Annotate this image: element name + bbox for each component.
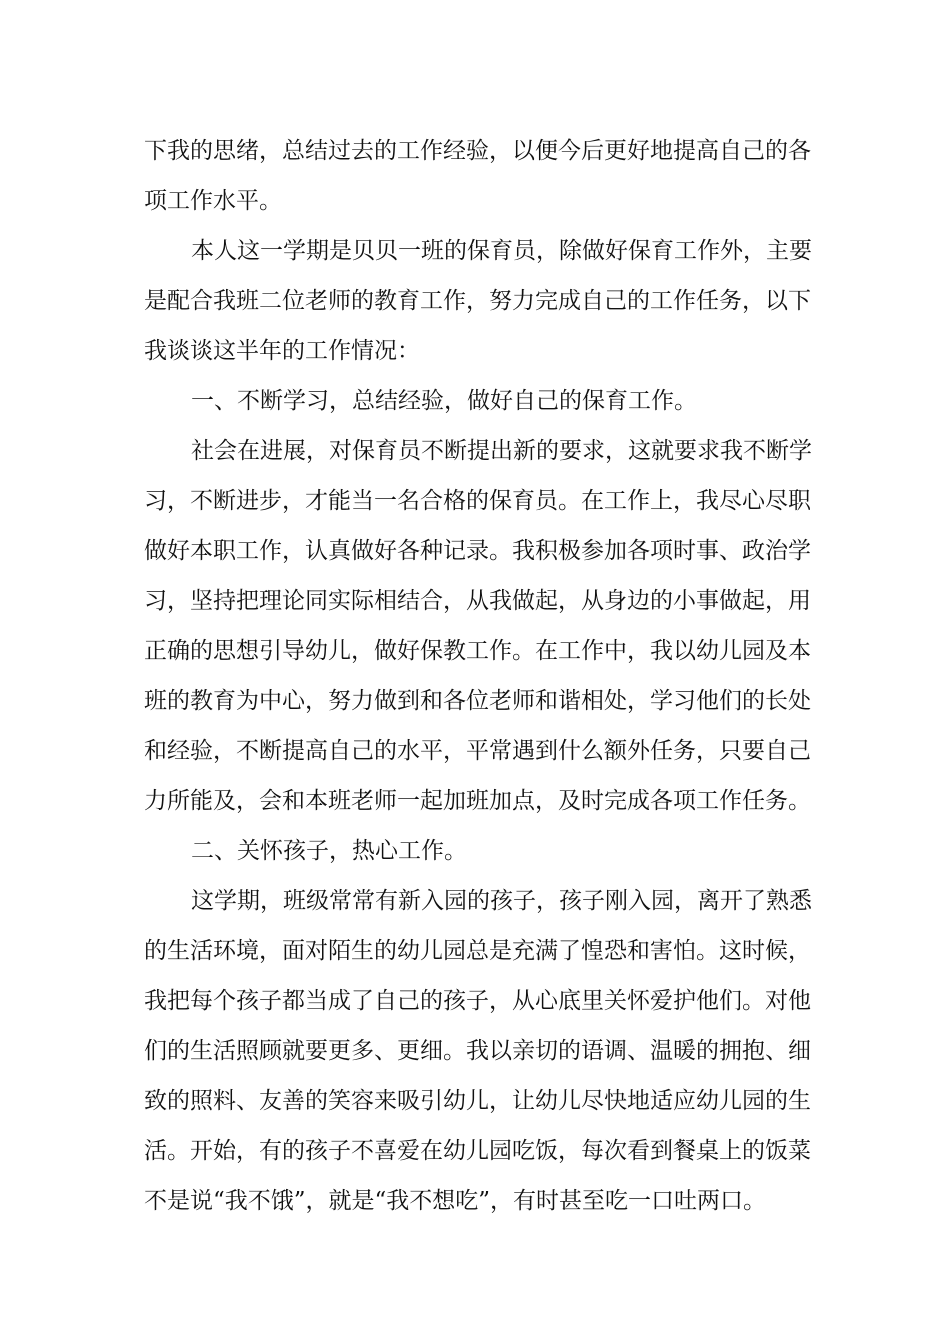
text-line-22: 不是说“我不饿”，就是“我不想吃”，有时甚至吃一口吐两口。	[144, 1188, 767, 1214]
section-heading-2: 二、关怀孩子，热心工作。	[191, 838, 467, 864]
section-heading-1: 一、不断学习，总结经验，做好自己的保育工作。	[191, 388, 697, 414]
text-line-4: 是配合我班二位老师的教育工作，努力完成自己的工作任务，以下	[144, 288, 811, 314]
text-line-3: 本人这一学期是贝贝一班的保育员，除做好保育工作外，主要	[191, 238, 812, 264]
text-line-13: 和经验，不断提高自己的水平，平常遇到什么额外任务，只要自己	[144, 738, 811, 764]
text-line-8: 习，不断进步，才能当一名合格的保育员。在工作上，我尽心尽职	[144, 488, 811, 514]
text-line-19: 们的生活照顾就要更多、更细。我以亲切的语调、温暖的拥抱、细	[144, 1038, 811, 1064]
text-line-12: 班的教育为中心，努力做到和各位老师和谐相处，学习他们的长处	[144, 688, 811, 714]
document-body	[144, 126, 812, 1226]
text-line-1: 下我的思绪，总结过去的工作经验，以便今后更好地提高自己的各	[144, 138, 811, 164]
text-line-21: 活。开始，有的孩子不喜爱在幼儿园吃饭，每次看到餐桌上的饭菜	[144, 1138, 811, 1164]
text-line-5: 我谈谈这半年的工作情况：	[144, 338, 420, 364]
text-line-11: 正确的思想引导幼儿，做好保教工作。在工作中，我以幼儿园及本	[144, 638, 811, 664]
text-line-2: 项工作水平。	[144, 188, 282, 214]
text-line-20: 致的照料、友善的笑容来吸引幼儿，让幼儿尽快地适应幼儿园的生	[144, 1088, 811, 1114]
text-line-9: 做好本职工作，认真做好各种记录。我积极参加各项时事、政治学	[144, 538, 811, 564]
text-line-18: 我把每个孩子都当成了自己的孩子，从心底里关怀爱护他们。对他	[144, 988, 811, 1014]
text-line-10: 习，坚持把理论同实际相结合，从我做起，从身边的小事做起，用	[144, 588, 811, 614]
text-line-7: 社会在进展，对保育员不断提出新的要求，这就要求我不断学	[191, 438, 812, 464]
text-line-14: 力所能及，会和本班老师一起加班加点，及时完成各项工作任务。	[144, 788, 811, 814]
text-line-16: 这学期，班级常常有新入园的孩子，孩子刚入园，离开了熟悉	[191, 888, 812, 914]
text-line-17: 的生活环境，面对陌生的幼儿园总是充满了惶恐和害怕。这时候，	[144, 938, 811, 964]
